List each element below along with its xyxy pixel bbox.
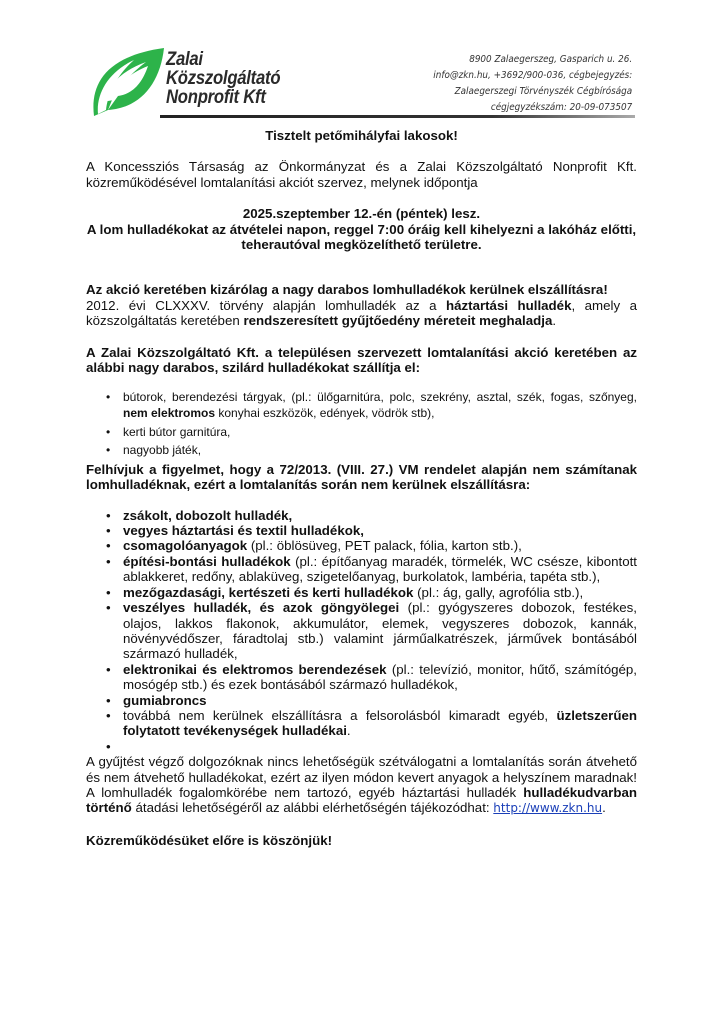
bullet-icon: • (106, 738, 111, 754)
bullet-icon: • (106, 584, 111, 600)
accepted-items-list (86, 390, 637, 458)
greeting: Tisztelt petőmihályfai lakosok! (265, 128, 458, 143)
item-text: bútorok, berendezési tárgyak, (pl.: ülőgarnitúra, polc, szekrény, asztal, szék, fogas, szőnyeg, (123, 390, 637, 405)
contact-address: 8900 Zalaegerszeg, Gasparich u. 26. (469, 54, 632, 65)
letter-body (86, 125, 637, 848)
law-bold-2: rendszeresített gyűjtőedény méreteit meghaladja (243, 313, 553, 329)
accepted-item (86, 425, 637, 441)
website-link[interactable]: http://www.zkn.hu (493, 801, 603, 816)
law-text-2: , amely a közszolgáltatás keretében (86, 297, 637, 329)
excluded-item-empty (86, 739, 637, 754)
bullet-icon: • (106, 523, 111, 539)
item-bold: zsákolt, dobozolt hulladék, (123, 507, 293, 523)
item-bold: mezőgazdasági, kertészeti és kerti hulladékok (123, 584, 414, 600)
closing-text-2: átadási lehetőségéről az alábbi elérhetőségén tájékozódhat: (131, 800, 494, 816)
only-bulky-notice (86, 282, 637, 297)
date-line: 2025.szeptember 12.-én (péntek) lesz. (242, 206, 481, 222)
bullet-icon: • (106, 692, 111, 708)
excluded-item (86, 538, 637, 553)
excluded-item (86, 708, 637, 739)
bullet-icon: • (106, 661, 111, 677)
bullet-icon: • (106, 553, 111, 569)
excluded-item (86, 693, 637, 708)
company-line-3: Nonprofit Kft (166, 87, 266, 108)
accepted-item (86, 443, 637, 459)
contact-court: Zalaegerszegi Törvényszék Cégbírósága (454, 86, 632, 97)
item-bold: veszélyes hulladék, és azok göngyölegei (123, 600, 400, 616)
law-text-3: . (552, 313, 557, 329)
item-suffix: . (346, 723, 351, 739)
leaf-logo-icon (88, 44, 166, 120)
bullet-icon: • (106, 707, 111, 723)
item-text: nagyobb játék, (123, 443, 202, 458)
bullet-icon: • (106, 424, 111, 439)
warning-paragraph (86, 462, 637, 493)
thanks-line (86, 833, 637, 848)
excluded-item (86, 523, 637, 538)
item-suffix: (pl.: gyógyszeres dobozok, festékes, olajos, lakkos flakonok, akkumulátor, elemek, vegyszeres dobozok, kannák, növényvédőszer, fáradtolaj stb.) valamint járműalkatrészek, járművek bontásából származó hulladék, (123, 600, 637, 662)
only-bulky-text: Az akció keretében kizárólag a nagy darabos lomhulladékok kerülnek elszállításra! (86, 282, 608, 298)
placement-line: A lom hulladékokat az átvételei napon, reggel 7:00 óráig kell kihelyezni a lakóház előtti, teherautóval megközelíthető területre. (86, 221, 637, 253)
accepted-item (86, 390, 637, 421)
item-suffix: konyhai eszközök, edények, vödrök stb), (215, 406, 435, 421)
law-text-1: 2012. évi CLXXXV. törvény alapján lomhulladék az a (86, 297, 446, 313)
closing-paragraph (86, 754, 637, 817)
item-bold: nem elektromos (123, 406, 216, 421)
excluded-item (86, 508, 637, 523)
bullet-icon: • (106, 390, 111, 405)
item-suffix: (pl.: építőanyag maradék, törmelék, WC csésze, kibontott ablakkeret, redőny, ablaküveg, szigetelőanyag, burkolatok, lambéria, tapéta stb.), (123, 553, 638, 585)
contact-registration: cégjegyzékszám: 20-09-073507 (490, 102, 632, 113)
collects-heading (86, 345, 637, 376)
company-line-2: Közszolgáltató (166, 68, 281, 89)
item-bold: elektronikai és elektromos berendezések (123, 661, 387, 677)
contact-info (433, 52, 632, 116)
company-name (166, 50, 280, 107)
thanks-text: Közreműködésüket előre is köszönjük! (86, 832, 333, 848)
item-suffix: (pl.: ág, gally, agrofólia stb.), (413, 584, 584, 600)
item-suffix: (pl.: televízió, monitor, hűtő, számítógép, mosógép stb.) és ezek bontásából származó hulladékok, (123, 661, 637, 693)
item-bold: vegyes háztartási és textil hulladékok, (123, 523, 364, 539)
excluded-item (86, 585, 637, 600)
intro-paragraph: A Koncessziós Társaság az Önkormányzat és a Zalai Közszolgáltató Nonprofit Kft. közreműködésével lomtalanítási akciót szervez, melynek időpontja (86, 159, 637, 190)
collects-heading-text: A Zalai Közszolgáltató Kft. a településen szervezett lomtalanítási akció keretében az alábbi nagy darabos, szilárd hulladékokat szállítja el: (86, 344, 637, 376)
company-line-1: Zalai (166, 49, 203, 70)
excluded-item (86, 662, 637, 693)
item-text: kerti bútor garnitúra, (123, 424, 231, 439)
closing-bold: hulladékudvarban történő (86, 784, 637, 816)
law-bold-1: háztartási hulladék (445, 297, 572, 313)
item-bold: építési-bontási hulladékok (123, 553, 291, 569)
bullet-icon: • (106, 443, 111, 458)
item-suffix: (pl.: öblösüveg, PET palack, fólia, karton stb.), (247, 538, 522, 554)
excluded-item (86, 554, 637, 585)
closing-text-3: . (602, 800, 606, 816)
item-text: továbbá nem kerülnek elszállításra a felsorolásból kimaradt egyéb, (123, 707, 557, 723)
closing-text-1: A gyűjtést végző dolgozóknak nincs lehetőségük szétválogatni a lomtalanítás során átvehető és nem átvehető hulladékokat, ezért az ilyen módon kevert anyagok a helyszínem maradnak! A lomhulladék fogalomkörébe nem tartozó, egyéb háztartási hulladék (86, 754, 637, 800)
header-divider (160, 115, 635, 118)
item-bold: gumiabroncs (123, 692, 207, 708)
bullet-icon: • (106, 600, 111, 616)
law-paragraph (86, 298, 637, 329)
warning-text: Felhívjuk a figyelmet, hogy a 72/2013. (VIII. 27.) VM rendelet alapján nem számítanak lomhulladéknak, ezért a lomtalanítás során nem kerülnek elszállításra: (86, 461, 637, 493)
bullet-icon: • (106, 538, 111, 554)
item-bold: csomagolóanyagok (123, 538, 248, 554)
contact-email-phone: info@zkn.hu, +3692/900-036, cégbejegyzés: (433, 70, 632, 81)
excluded-items-list (86, 508, 637, 755)
bullet-icon: • (106, 507, 111, 523)
item-bold: üzletszerűen folytatott tevékenységek hulladékai (123, 707, 637, 739)
excluded-item (86, 600, 637, 662)
